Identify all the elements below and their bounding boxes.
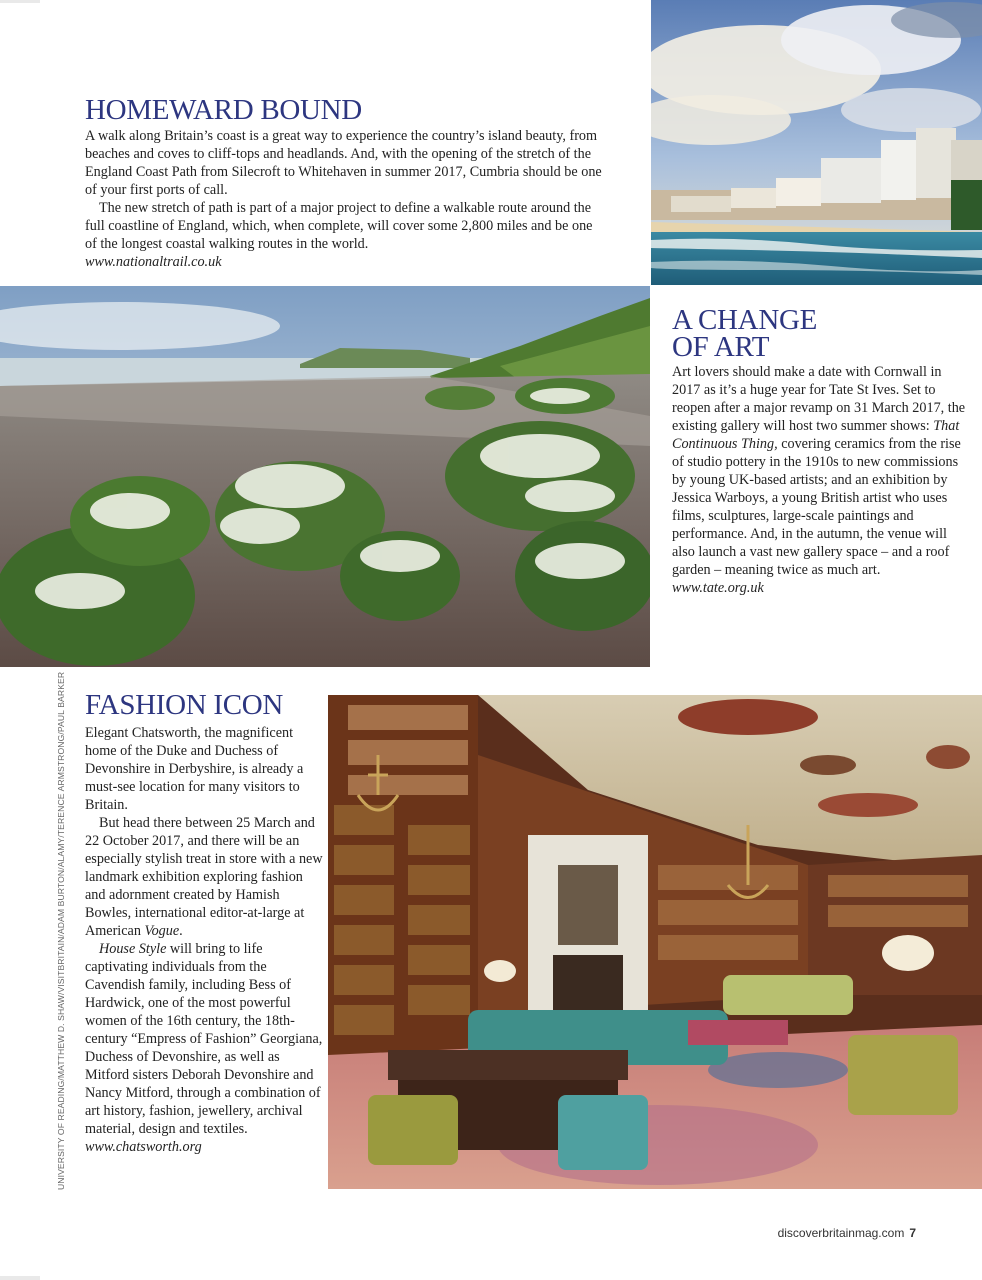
change-of-art-text-a: Art lovers should make a date with Cornwall in 2017 as it’s a huge year for Tate St Ives. Set to reopen after a major revamp on 31 March 2017, the existing gallery will host two summer shows: [672,364,966,434]
change-of-art-paragraph [672,363,972,579]
photo-credit: UNIVERSITY OF READING/MATTHEW D. SHAW/VISITBRITAIN/ADAM BURTON/ALAMY/TERENCE ARMSTRONG/PAUL BARKER [56,671,66,1190]
fashion-icon-paragraph-1: Elegant Chatsworth, the magnificent home of the Duke and Duchess of Devonshire in Derbyshire, is already a must-see location for many visitors to Britain. [85,725,304,813]
fashion-icon-text-2a: But head there between 25 March and 22 October 2017, and there will be an especially stylish treat in store with a new landmark exhibition exploring fashion and adornment created by Hamish Bowles, international editor-at-large at American [85,815,323,939]
chatsworth-link[interactable]: www.chatsworth.org [85,1139,202,1155]
page-number: 7 [909,1226,916,1240]
corner-mark-bottom [0,1276,40,1280]
that-continuous-thing-title: That Continuous Thing, [672,418,960,452]
st-ives-photo [651,0,982,285]
homeward-bound-paragraph-2: The new stretch of path is part of a major project to define a walkable route around the full coastline of England, which, when complete, will cover some 2,800 miles and be one of the longest coastal walking routes in the world. [85,200,593,252]
change-of-art-heading-line-2: OF ART [672,331,770,363]
homeward-bound-paragraph-1: A walk along Britain’s coast is a great way to experience the country’s island beauty, from beaches and coves to cliff-tops and headlands. And, with the opening of the stretch of the England Coast Path from Silecroft to Whitehaven in summer 2017, Cumbria should be one of your first ports of call. [85,128,602,198]
fashion-icon-text-2b: . [179,923,183,939]
vogue-title: Vogue [144,923,180,939]
fashion-icon-paragraph-3 [85,940,325,1138]
fashion-icon-text-3b: will bring to life captivating individuals from the Cavendish family, including Bess of Hardwick, one of the most powerful women of the 16th century, the 18th-century “Empress of Fashion” Georgiana, Duchess of Devonshire, as well as Mitford sisters Deborah Devonshire and Nancy Mitford, through a combination of art history, fashion, jewellery, archival material, design and textiles. [85,941,323,1137]
homeward-bound-heading: HOMEWARD BOUND [85,94,362,126]
corner-mark-top [0,0,40,3]
fashion-icon-heading: FASHION ICON [85,689,284,721]
change-of-art-heading [672,304,972,363]
chatsworth-library-photo [328,695,982,1189]
house-style-title: House Style [99,941,167,957]
change-of-art-body [672,363,972,597]
nationaltrail-link[interactable]: www.nationaltrail.co.uk [85,254,222,270]
cumbria-coast-photo [0,286,650,667]
change-of-art-heading-line-1: A CHANGE [672,304,818,336]
fashion-icon-paragraph-2 [85,814,325,940]
homeward-bound-body [85,127,605,271]
footer-site[interactable]: discoverbritainmag.com [777,1226,905,1240]
tate-link[interactable]: www.tate.org.uk [672,580,764,596]
fashion-icon-body [85,724,325,1156]
page-footer [778,1226,916,1240]
change-of-art-text-b: covering ceramics from the rise of studio pottery in the 1910s to new commissions by young UK-based artists; and an exhibition by Jessica Warboys, a young British artist who uses films, sculptures, large-scale paintings and performance. And, in the autumn, the venue will also launch a vast new gallery space – and a roof garden – meaning twice as much art. [672,436,961,578]
